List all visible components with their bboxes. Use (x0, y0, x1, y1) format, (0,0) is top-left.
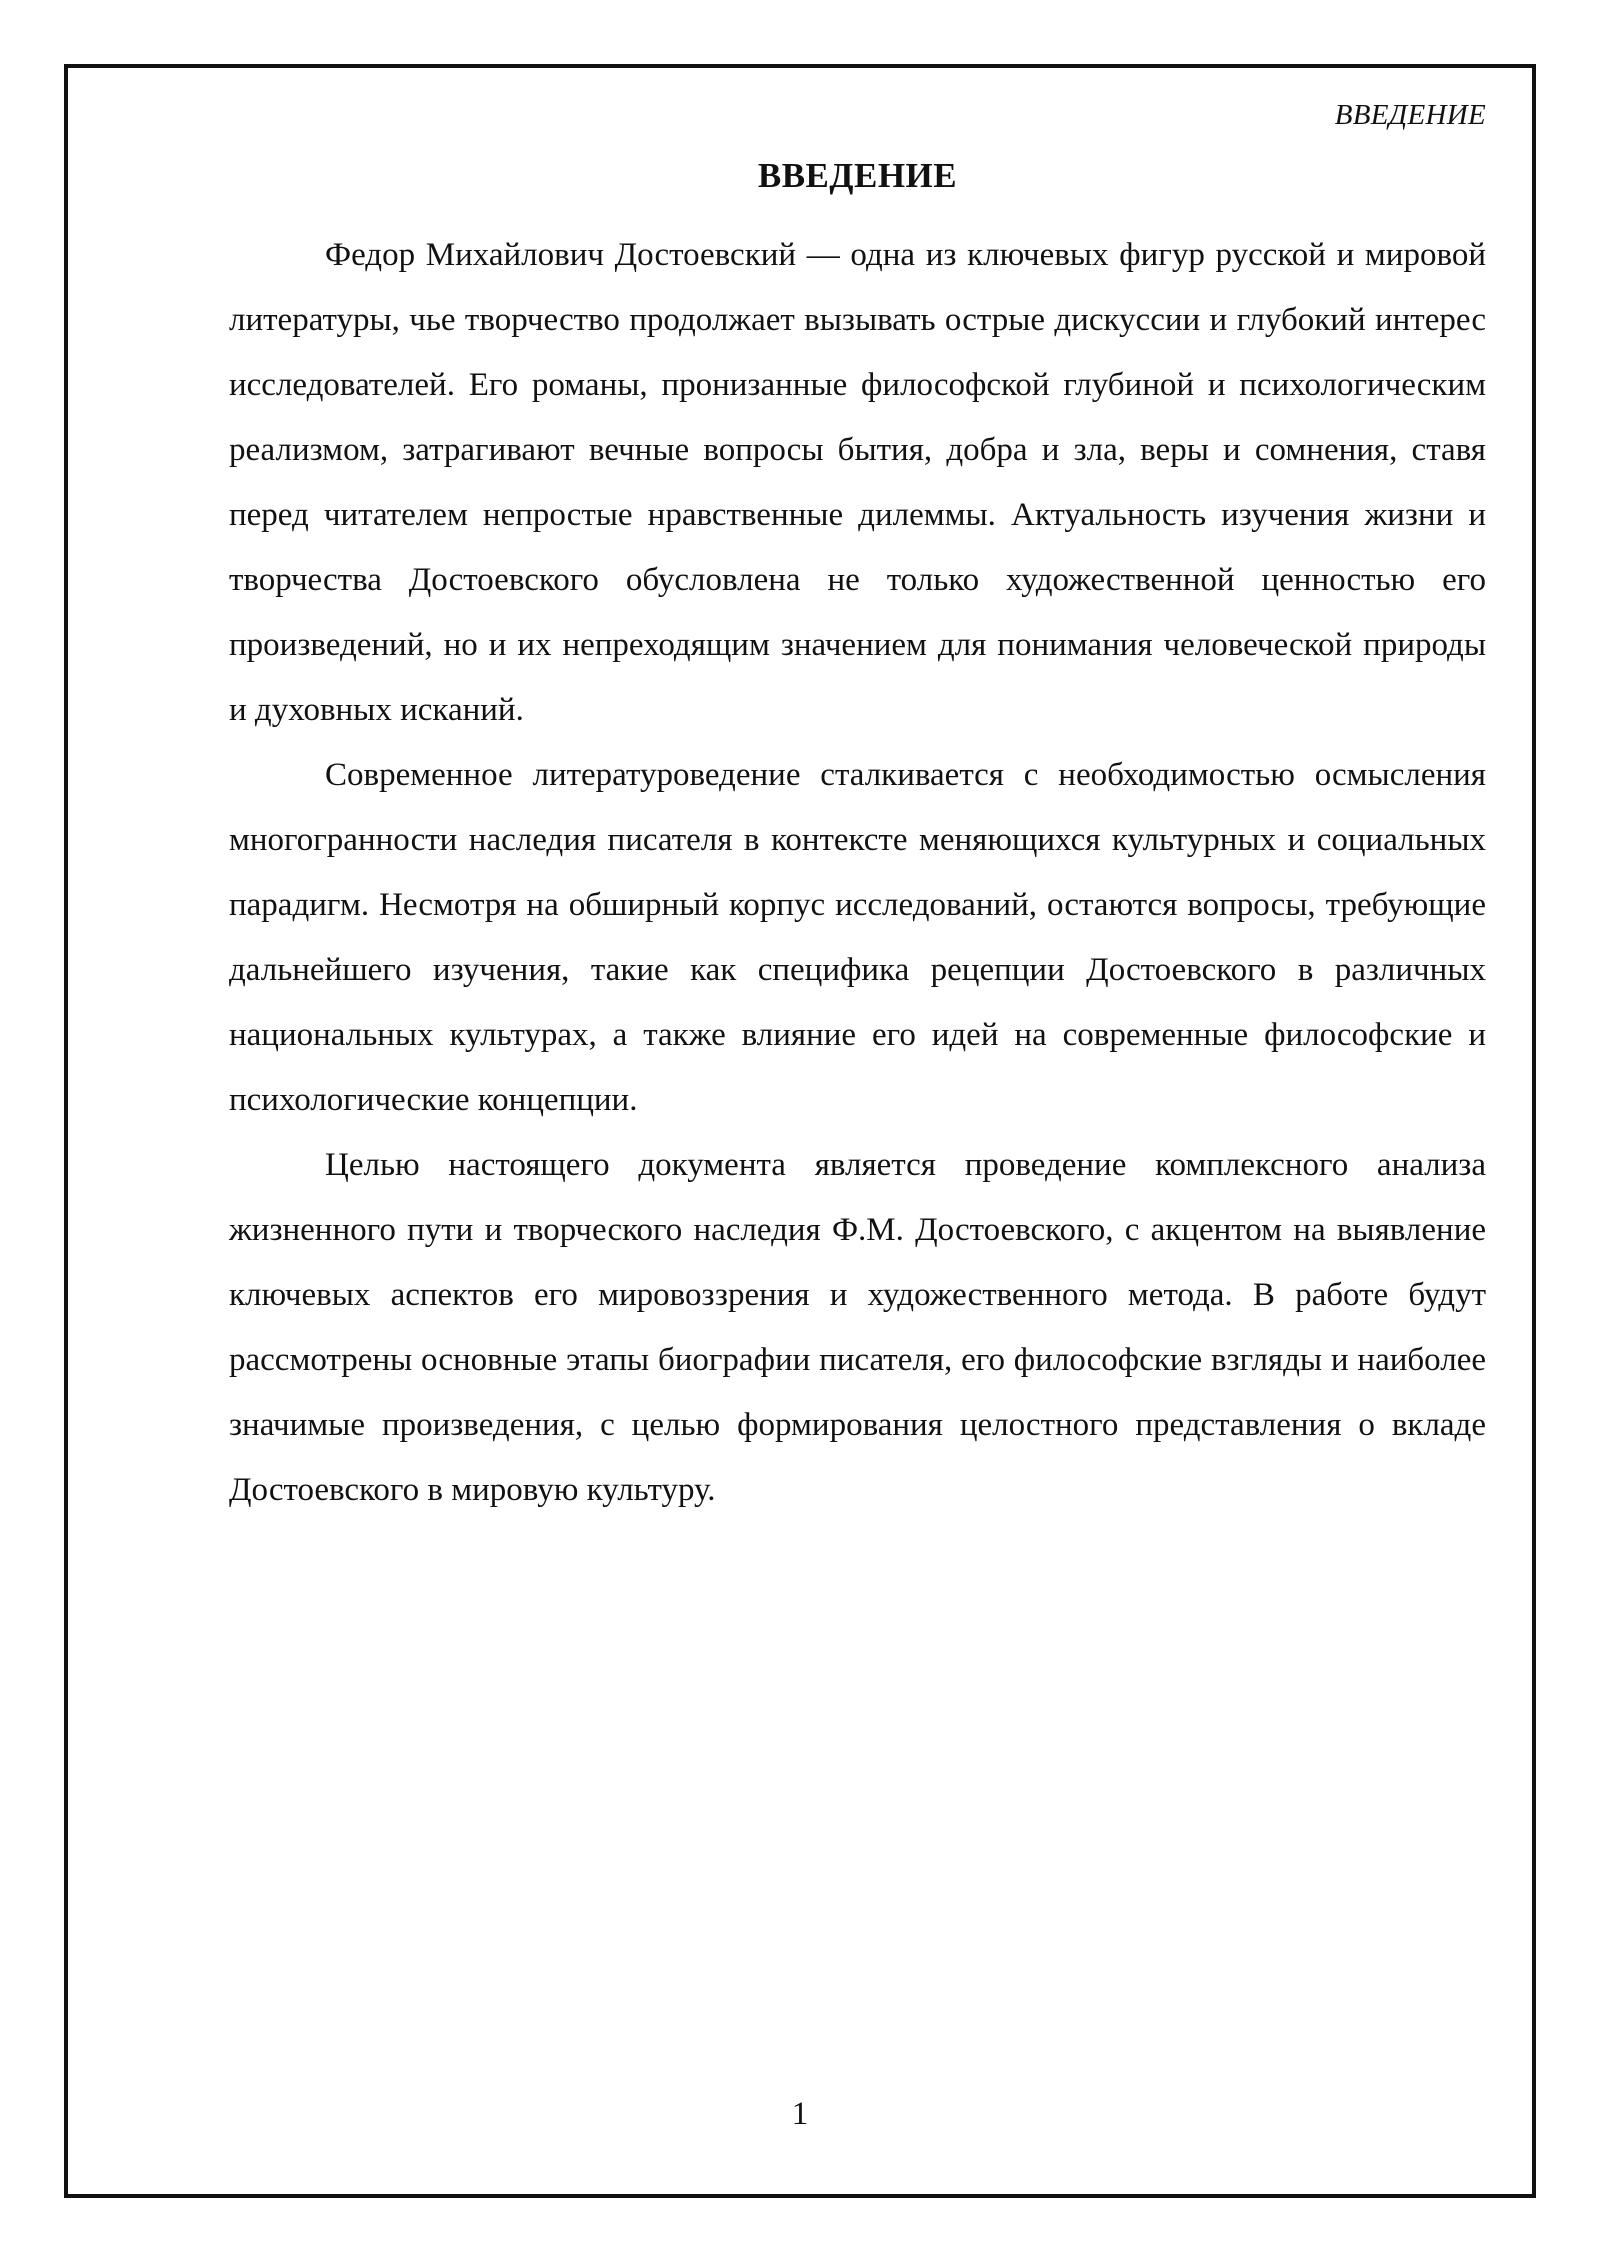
paragraph-3: Целью настоящего документа является проведение комплексного анализа жизненного пути и творческого наследия Ф.М. Достоевского, с акцентом на выявление ключевых аспектов его мировоззрения и художественного метода. В работе будут рассмотрены основные этапы биографии писателя, его философские взгляды и наиболее значимые произведения, с целью формирования целостного представления о вкладе Достоевского в мировую культуру. (229, 1147, 1486, 1508)
paragraph-2: Современное литературоведение сталкивается с необходимостью осмысления многогранности наследия писателя в контексте меняющихся культурных и социальных парадигм. Несмотря на обширный корпус исследований, остаются вопросы, требующие дальнейшего изучения, такие как специфика рецепции Достоевского в различных национальных культурах, а также влияние его идей на современные философские и психологические концепции. (229, 757, 1486, 1118)
paragraph-1: Федор Михайлович Достоевский — одна из ключевых фигур русской и мировой литературы, чье творчество продолжает вызывать острые дискуссии и глубокий интерес исследователей. Его романы, пронизанные философской глубиной и психологическим реализмом, затрагивают вечные вопросы бытия, добра и зла, веры и сомнения, ставя перед читателем непростые нравственные дилеммы. Актуальность изучения жизни и творчества Достоевского обусловлена не только художественной ценностью его произведений, но и их непреходящим значением для понимания человеческой природы и духовных исканий. (229, 237, 1486, 728)
running-header: ВВЕДЕНИЕ (1334, 99, 1486, 131)
document-body (229, 148, 1486, 1523)
page-number: 1 (791, 2096, 809, 2132)
section-title: ВВЕДЕНИЕ (757, 156, 958, 195)
